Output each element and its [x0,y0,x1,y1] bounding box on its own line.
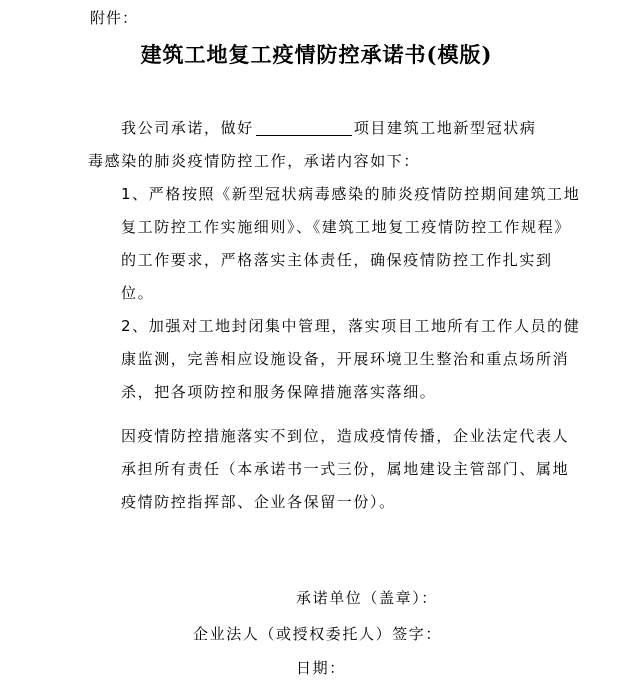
attachment-label: 附件： [90,9,139,27]
document-title: 建筑工地复工疫情防控承诺书(模版) [140,42,493,67]
signature-legal-rep-label: 企业法人（或授权委托人）签字： [193,625,443,643]
project-name-blank [256,119,352,136]
responsibility-paragraph: 因疫情防控措施落实不到位，造成疫情传播，企业法定代表人承担所有责任（本承诺书一式三份，属地建设主管部门、属地疫情防控指挥部、企业各保留一份）。 [121,427,570,511]
intro-text-end: 项目建筑工地新型冠状病毒感染的肺炎疫情防控工作，承诺内容如下： [88,119,537,170]
commitment-item-2: 2、加强对工地封闭集中管理，落实项目工地所有工作人员的健康监测，完善相应设施设备，开展环境卫生整治和重点场所消杀，把各项防控和服务保障措施落实落细。 [121,317,581,401]
intro-text-start: 我公司承诺，做好 [121,119,254,137]
signature-unit-label: 承诺单位（盖章）： [296,589,438,607]
signature-date-label: 日期： [296,659,346,677]
intro-paragraph [88,112,550,178]
commitment-item-1: 1、严格按照《新型冠状病毒感染的肺炎疫情防控期间建筑工地复工防控工作实施细则》、《建筑工地复工疫情防控工作规程》的工作要求，严格落实主体责任，确保疫情防控工作扎实到位。 [121,185,581,302]
